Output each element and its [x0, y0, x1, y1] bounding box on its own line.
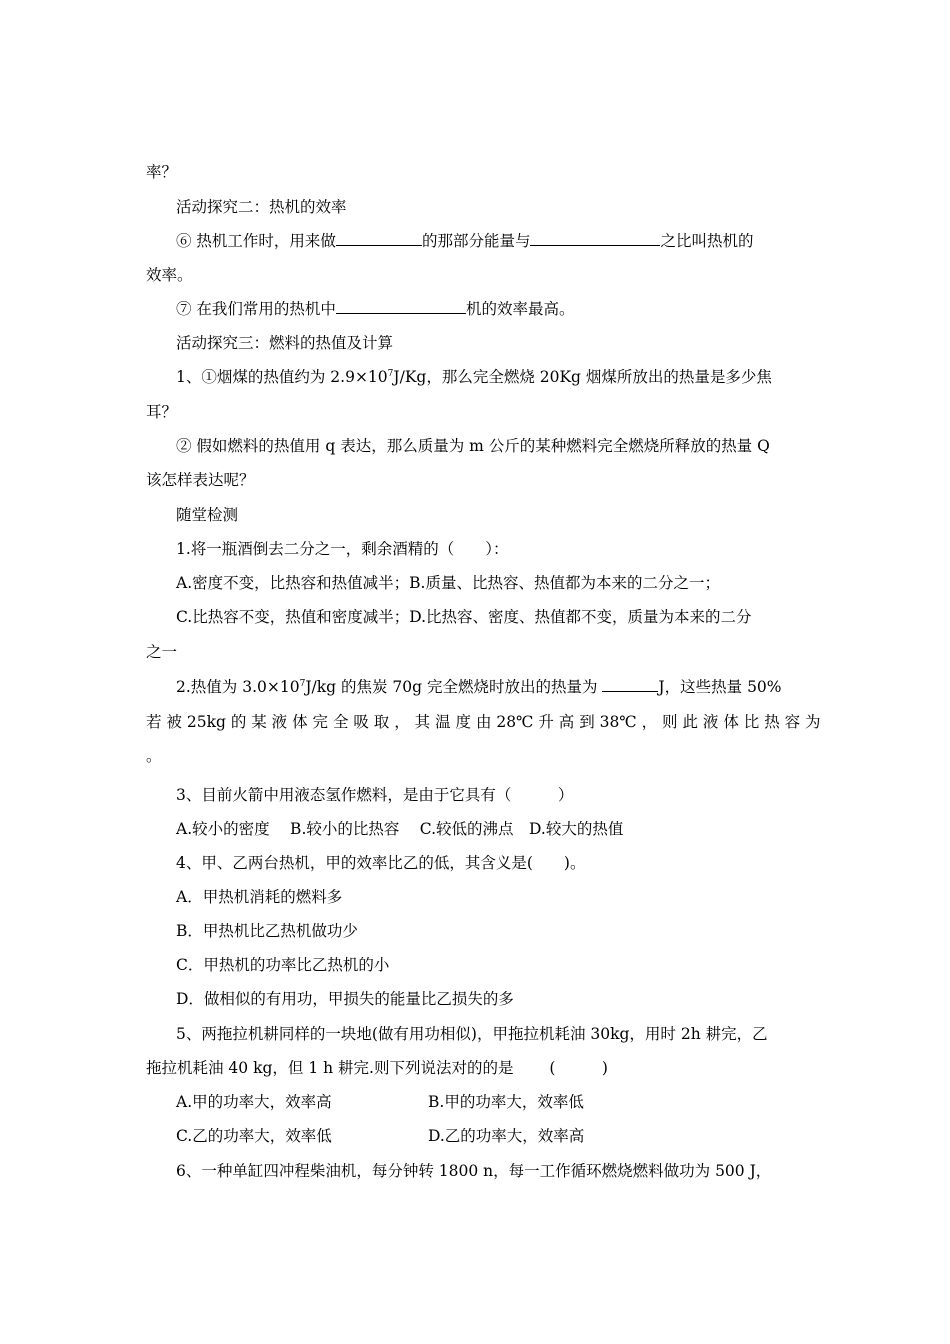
text-segment: 机的效率最高。	[465, 300, 575, 318]
question-line: 4、甲、乙两台热机，甲的效率比乙的低，其含义是( )。	[176, 854, 586, 872]
text-segment: ⑦ 在我们常用的热机中	[176, 300, 336, 318]
question-line	[176, 367, 772, 387]
answer-blank[interactable]	[336, 231, 422, 246]
text-line: 该怎样表达呢？	[146, 471, 255, 489]
text-line: 若 被 25kg 的 某 液 体 完 全 吸 取 ， 其 温 度 由 28℃ 升 高 到 38℃ ， 则 此 液 体 比 热 容 为	[146, 713, 821, 731]
text-line: 耳？	[146, 403, 178, 421]
text-segment: ⑥ 热机工作时，用来做	[176, 232, 336, 250]
question-line: 1.将一瓶酒倒去二分之一，剩余酒精的（ ）：	[176, 540, 509, 558]
option-line: A.较小的密度 B.较小的比热容 C.较低的沸点 D.较大的热值	[176, 820, 624, 838]
answer-blank[interactable]	[530, 231, 660, 246]
superscript: 7	[299, 678, 306, 689]
section-heading: 活动探究二：热机的效率	[176, 198, 347, 216]
section-heading: 随堂检测	[176, 506, 239, 524]
fill-blank-question	[176, 231, 753, 251]
answer-blank[interactable]	[336, 299, 466, 314]
text-line: 率？	[146, 163, 178, 181]
text-segment: 2.热值为 3.0×10	[176, 678, 300, 696]
option-line: B．甲热机比乙热机做功少	[176, 922, 358, 940]
superscript: 7	[387, 368, 394, 379]
option-line: C．甲热机的功率比乙热机的小	[176, 956, 390, 974]
text-line: 效率。	[146, 266, 193, 284]
fill-blank-question	[176, 299, 574, 319]
text-line: 。	[146, 747, 162, 765]
text-segment: 的那部分能量与	[421, 232, 531, 250]
option-line: A.密度不变，比热容和热值减半；B.质量、比热容、热值都为本来的二分之一；	[176, 574, 720, 592]
text-segment: J/Kg，那么完全燃烧 20Kg 烟煤所放出的热量是多少焦	[393, 368, 772, 386]
text-segment: J，这些热量 50%	[658, 678, 782, 696]
option-line: B.甲的功率大，效率低	[428, 1093, 584, 1111]
option-line: A.甲的功率大，效率高	[176, 1093, 332, 1111]
question-line: 6、一种单缸四冲程柴油机，每分钟转 1800 n，每一工作循环燃烧燃料做功为 500 J，	[176, 1162, 772, 1180]
section-heading: 活动探究三：燃料的热值及计算	[176, 334, 394, 352]
option-line: D.乙的功率大，效率高	[428, 1127, 585, 1145]
option-line: C.比热容不变，热值和密度减半；D.比热容、密度、热值都不变，质量为本来的二分	[176, 608, 752, 626]
option-line: D．做相似的有用功，甲损失的能量比乙损失的多	[176, 990, 514, 1008]
text-segment: 1、①烟煤的热值约为 2.9×10	[176, 368, 388, 386]
question-line: ② 假如燃料的热值用 q 表达，那么质量为 m 公斤的某种燃料完全燃烧所释放的热量 Q	[176, 437, 770, 455]
question-line: 3、目前火箭中用液态氢作燃料，是由于它具有（ ）	[176, 786, 574, 804]
option-line: C.乙的功率大，效率低	[176, 1127, 332, 1145]
answer-blank[interactable]	[602, 677, 658, 692]
text-line: 之一	[146, 643, 178, 661]
text-segment: J/kg 的焦炭 70g 完全燃烧时放出的热量为	[305, 678, 603, 696]
fill-blank-question	[176, 677, 782, 697]
question-line: 5、两拖拉机耕同样的一块地(做有用功相似)，甲拖拉机耗油 30kg，用时 2h 耕完，乙	[176, 1025, 768, 1043]
text-segment: 之比叫热机的	[660, 232, 754, 250]
option-line: A．甲热机消耗的燃料多	[176, 888, 343, 906]
text-line: 拖拉机耗油 40 kg，但 1 h 耕完.则下列说法对的的是 ( )	[146, 1059, 608, 1077]
